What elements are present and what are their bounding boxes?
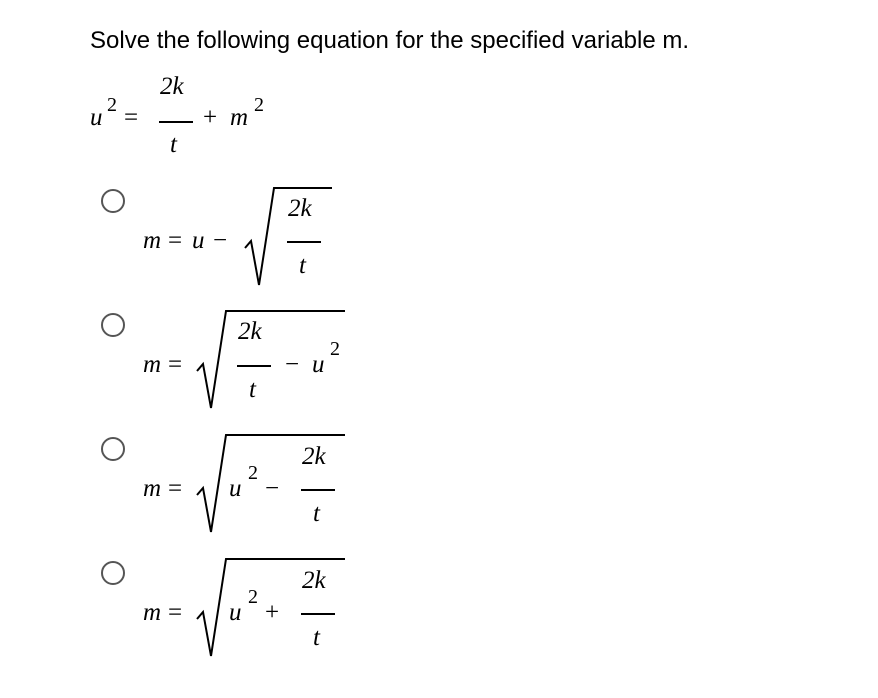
option-1-m: m xyxy=(143,227,162,254)
radio-button-1[interactable] xyxy=(101,189,125,213)
option-3-m: m xyxy=(143,475,162,502)
option-2-numerator: 2k xyxy=(238,318,262,345)
option-1-equals: = xyxy=(168,227,183,254)
option-1-numerator: 2k xyxy=(288,195,312,222)
option-4-m: m xyxy=(143,599,162,626)
option-2-fraction-bar xyxy=(237,365,271,367)
option-1-fraction-bar xyxy=(287,241,321,243)
option-3-equals: = xyxy=(168,475,183,502)
option-4-equals: = xyxy=(168,599,183,626)
plus-sign: + xyxy=(203,104,218,131)
fraction-bar xyxy=(159,121,193,123)
fraction-denominator: t xyxy=(170,131,177,158)
option-4-fraction-bar xyxy=(301,613,335,615)
option-3-denominator: t xyxy=(313,500,320,527)
option-1-minus: − xyxy=(213,227,228,254)
option-2-exponent: 2 xyxy=(330,338,340,360)
option-1-u: u xyxy=(192,227,205,254)
option-3-numerator: 2k xyxy=(302,443,326,470)
radio-button-2[interactable] xyxy=(101,313,125,337)
option-3-fraction-bar xyxy=(301,489,335,491)
option-3-u: u xyxy=(229,475,242,502)
option-4-plus: + xyxy=(265,599,280,626)
lhs-exponent: 2 xyxy=(107,94,117,116)
option-2-u: u xyxy=(312,351,325,378)
option-3-minus: − xyxy=(265,475,280,502)
question-prompt: Solve the following equation for the specified variable m. xyxy=(90,27,690,54)
rhs-exponent: 2 xyxy=(254,94,264,116)
option-3-exponent: 2 xyxy=(248,462,258,484)
radio-button-3[interactable] xyxy=(101,437,125,461)
option-4-numerator: 2k xyxy=(302,567,326,594)
option-2-equals: = xyxy=(168,351,183,378)
option-4-u: u xyxy=(229,599,242,626)
equals-sign: = xyxy=(124,104,139,131)
option-2-minus: − xyxy=(285,351,300,378)
option-1-denominator: t xyxy=(299,252,306,279)
rhs-variable: m xyxy=(230,104,249,131)
lhs-variable: u xyxy=(90,104,103,131)
option-4-denominator: t xyxy=(313,624,320,651)
radio-button-4[interactable] xyxy=(101,561,125,585)
option-2-denominator: t xyxy=(249,376,256,403)
option-2-m: m xyxy=(143,351,162,378)
fraction-numerator: 2k xyxy=(160,73,184,100)
option-4-exponent: 2 xyxy=(248,586,258,608)
